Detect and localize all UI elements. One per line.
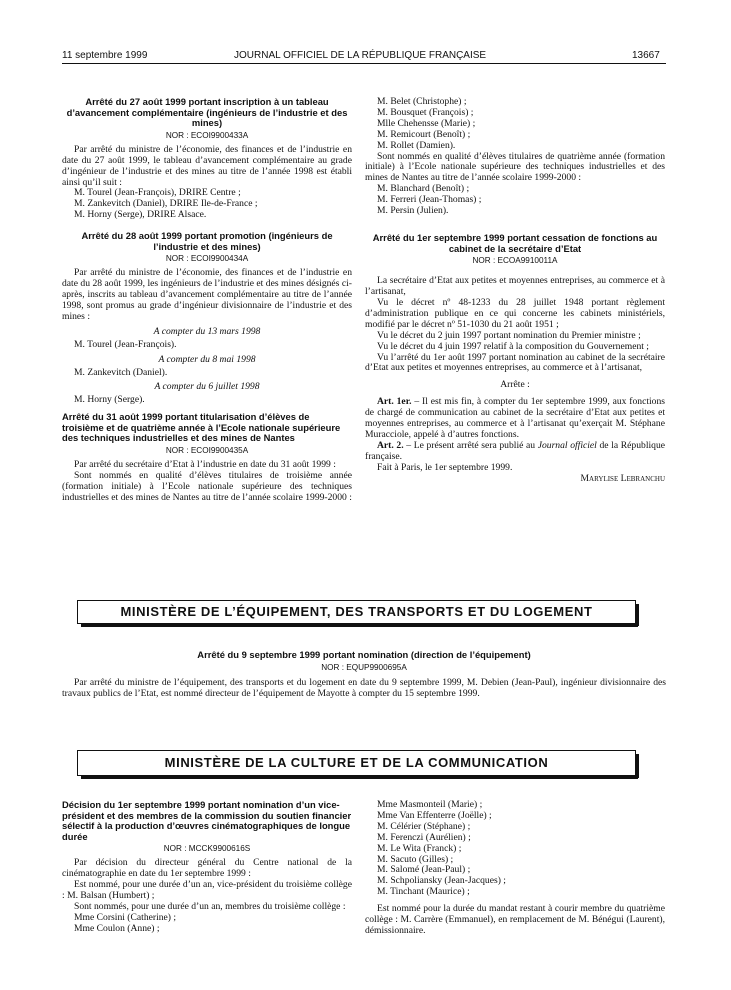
nor-reference: NOR : MCCK9900616S: [163, 844, 251, 854]
page-number: 13667: [632, 50, 660, 61]
article-1: [365, 397, 665, 441]
section-body: Vu le décret nº 48-1233 du 28 juillet 1948 portant règlement d’administration publique en ce qui concerne les cabinets ministériels, modifié par le décret nº 51-1030 du 21 août 1951 ;: [365, 296, 665, 330]
name-line: Mme Coulon (Anne) ;: [74, 922, 160, 934]
nor-reference: NOR : ECOI9900434A: [165, 254, 249, 264]
article-label: Art. 1er.: [377, 396, 412, 408]
name-line: M. Horny (Serge).: [74, 394, 145, 406]
section-body: Vu l’arrêté du 1er août 1997 portant nomination au cabinet de la secrétaire d’Etat aux petites et moyennes entreprises, au commerce et à l’artisanat,: [365, 351, 665, 374]
name-line: M. Horny (Serge), DRIRE Alsace.: [74, 209, 207, 221]
name-line: Mlle Chehensse (Marie) ;: [377, 117, 476, 129]
nor-reference: NOR : ECOI9900433A: [165, 130, 249, 140]
ministere-banner: MINISTÈRE DE LA CULTURE ET DE LA COMMUNICATION: [77, 750, 636, 776]
name-line: Mme Masmonteil (Marie) ;: [377, 799, 483, 810]
section-body: Par arrêté du ministre de l’économie, des finances et de l’industrie en date du 27 août 1999, le tableau d’avancement complémentaire au grade d’ingénieur de l’industrie et des mines au titre de l’année 1998 est établi ainsi qu’il suit :: [62, 143, 352, 188]
section-body: Par arrêté du ministre de l’économie, des finances et de l’industrie en date du 28 août 1999, les ingénieurs de l’industrie et des mines désignés ci-après, inscrits au tableau d’avancement complémentaire au titre de l’année 1998, sont promus au grade d’ingénieur divisionnaire de l’industrie et des mines :: [62, 267, 352, 322]
name-line: M. Remicourt (Benoît) ;: [377, 128, 471, 140]
effective-date: A compter du 13 mars 1998: [153, 325, 261, 337]
name-line: M. Célérier (Stéphane) ;: [377, 820, 471, 832]
name-line: M. Rollet (Damien).: [377, 139, 456, 151]
name-line: Mme Van Effenterre (Joëlle) ;: [377, 809, 492, 821]
section-body: Est nommé pour la durée du mandat restant à courir membre du quatrième collège : M. Carrère (Emmanuel), en remplacement de M. Bénégui (Laurent), démissionnaire.: [365, 903, 665, 936]
name-line: M. Tourel (Jean-François), DRIRE Centre ;: [74, 187, 241, 199]
arrete-27-aout: [62, 97, 352, 221]
effective-date: A compter du 6 juillet 1998: [154, 381, 260, 393]
name-line: M. Ferenczi (Aurélien) ;: [377, 831, 471, 843]
section-body: Vu le décret du 4 juin 1997 relatif à la composition du Gouvernement ;: [377, 340, 649, 352]
article-label: Art. 2.: [377, 439, 404, 451]
name-line: M. Tourel (Jean-François).: [74, 338, 177, 350]
arrete-label: Arrête :: [500, 379, 530, 391]
name-line: M. Sacuto (Gilles) ;: [377, 853, 454, 865]
name-line: M. Belet (Christophe) ;: [377, 96, 467, 107]
name-line: M. Persin (Julien).: [377, 205, 449, 217]
article-text: de la République française.: [365, 439, 666, 462]
article-text: – Le présent arrêté sera publié au: [403, 439, 538, 451]
ministere-banner: MINISTÈRE DE L’ÉQUIPEMENT, DES TRANSPORTS ET DU LOGEMENT: [77, 600, 636, 624]
article-2: [365, 441, 665, 463]
right-column-bottom: [365, 800, 665, 937]
section-title: Arrêté du 31 août 1999 portant titularisation d’élèves de troisième et de quatrième année à l’Ecole nationale supérieure des techniques industrielles et des mines de Nantes: [62, 411, 341, 444]
header-date: 11 septembre 1999: [62, 50, 148, 61]
left-column: [62, 97, 352, 504]
arrete-31-aout: [62, 412, 352, 503]
section-title: Arrêté du 1er septembre 1999 portant cessation de fonctions au cabinet de la secrétaire d’Etat: [372, 231, 658, 254]
name-line: M. Ferreri (Jean-Thomas) ;: [377, 194, 482, 206]
left-column-bottom: [62, 800, 352, 935]
name-line: M. Schpoliansky (Jean-Jacques) ;: [377, 875, 506, 887]
arrete-28-aout: [62, 231, 352, 406]
section-body: Sont nommés en qualité d’élèves titulaires de troisième année (formation initiale) à l’Ecole nationale supérieure des techniques industrielles et des mines de Nantes au titre de l’année scolaire 1999-2000 :: [62, 469, 352, 503]
header-rule: [62, 63, 666, 64]
section-body: Est nommé, pour une durée d’un an, vice-président du troisième collège : M. Balsan (Humbert) ;: [62, 879, 352, 902]
section-title: Arrêté du 28 août 1999 portant promotion (ingénieurs de l’industrie et des mines): [81, 230, 333, 252]
section-body: Par décision du directeur général du Centre national de la cinématographie en date du 1er septembre 1999 :: [62, 857, 352, 880]
name-line: M. Blanchard (Benoît) ;: [377, 183, 470, 195]
name-line: M. Bousquet (François) ;: [377, 106, 474, 118]
arrete-9-septembre: [62, 650, 666, 699]
journal-title: JOURNAL OFFICIEL DE LA RÉPUBLIQUE FRANÇAISE: [234, 50, 487, 61]
arrete-1-septembre: [365, 233, 665, 485]
nor-reference: NOR : EQUP9900695A: [321, 662, 407, 672]
journal-officiel: Journal officiel: [537, 439, 597, 451]
section-body: Par arrêté du secrétaire d’Etat à l’industrie en date du 31 août 1999 :: [74, 459, 336, 471]
name-line: Mme Corsini (Catherine) ;: [74, 911, 177, 923]
signature: Marylise Lebranchu: [580, 472, 665, 484]
section-body: Sont nommés en qualité d’élèves titulaires de quatrième année (formation initiale) à l’Ecole nationale supérieure des techniques industrielles et des mines de Nantes au titre de l’année scolaire 1999-2000 :: [365, 150, 665, 184]
name-line: M. Tinchant (Maurice) ;: [377, 886, 470, 898]
name-line: M. Salomé (Jean-Paul) ;: [377, 864, 471, 876]
nor-reference: NOR : ECOI9900435A: [165, 446, 249, 456]
section-body: Vu le décret du 2 juin 1997 portant nomination du Premier ministre ;: [377, 329, 641, 341]
nor-reference: NOR : ECOA9910011A: [472, 256, 558, 266]
section-title: Décision du 1er septembre 1999 portant nomination d’un vice-président et des membres de la commission du soutien financier sélectif à la production d’œuvres cinématographiques de longue durée: [62, 799, 352, 842]
right-column: [365, 97, 665, 484]
section-title: Arrêté du 9 septembre 1999 portant nomination (direction de l’équipement): [197, 649, 531, 660]
name-line: M. Le Wita (Franck) ;: [377, 842, 462, 854]
section-title: Arrêté du 27 août 1999 portant inscription à un tableau d’avancement complémentaire (ingénieurs de l’industrie et des mines): [66, 96, 348, 129]
effective-date: A compter du 8 mai 1998: [158, 353, 256, 365]
section-body: Par arrêté du ministre de l’équipement, des transports et du logement en date du 9 septembre 1999, M. Debien (Jean-Paul), ingénieur divisionnaire des travaux publics de l’Etat, est nommé directeur de l’équipement de Mayotte à compter du 15 septembre 1999.: [62, 676, 666, 699]
section-body: Sont nommés, pour une durée d’un an, membres du troisième collège :: [74, 901, 346, 912]
name-line: M. Zankevitch (Daniel).: [74, 366, 168, 378]
article-text: – Il est mis fin, à compter du 1er septembre 1999, aux fonctions de chargé de communication au cabinet de la secrétaire d’Etat aux petites et moyennes entreprises, au commerce et à l’artisanat qu’exerçait M. Stéphane Muracciole, appelé à d’autres fonctions.: [365, 396, 666, 440]
fait-a-paris: Fait à Paris, le 1er septembre 1999.: [377, 461, 513, 473]
name-line: M. Zankevitch (Daniel), DRIRE Ile-de-France ;: [74, 198, 258, 210]
section-body: La secrétaire d’Etat aux petites et moyennes entreprises, au commerce et à l’artisanat,: [365, 275, 665, 298]
